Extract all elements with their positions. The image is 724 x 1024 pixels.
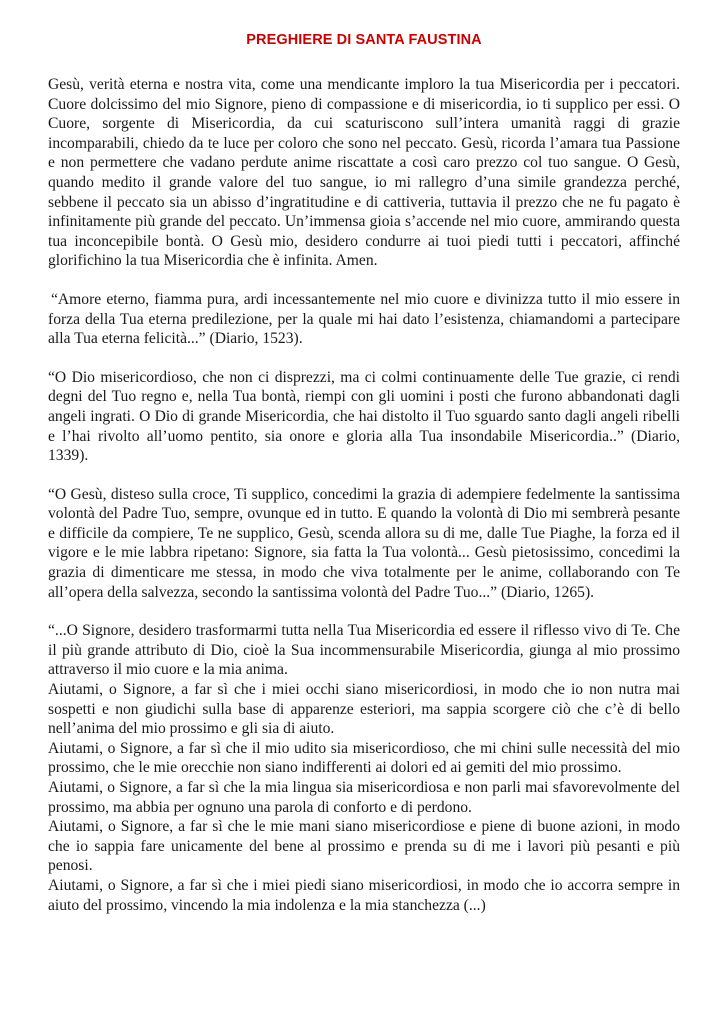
prayer-final-intro: “...O Signore, desidero trasformarmi tutta nella Tua Misericordia ed essere il riflesso vivo di Te. Che il più grande attributo di Dio, cioè la Sua incommensurabile Misericordia, giunga al mio prossimo attraverso il mio cuore e la mia anima.: [48, 622, 680, 679]
prayer-paragraph-1: Gesù, verità eterna e nostra vita, come una mendicante imploro la tua Misericordia per i peccatori. Cuore dolcissimo del mio Signore, pieno di compassione e di misericordia, io ti supplico per essi. O Cuore, sorgente di Misericordia, da cui scaturiscono sull’intera umanità raggi di grazie incomparabili, chiedo da te luce per coloro che sono nel peccato. Gesù, ricorda l’amara tua Passione e non permettere che vadano perdute anime riscattate a così caro prezzo col tuo sangue. O Gesù, quando medito il grande valore del tuo sangue, io mi rallegro d’una simile grandezza perché, sebbene il peccato sia un abisso d’ingratitudine e di cattiveria, tuttavia il prezzo che ne fu pagato è infinitamente più grande del peccato. Un’immensa gioia s’accende nel mio cuore, ammirando questa tua inconcepibile bontà. O Gesù mio, desidero condurre ai tuoi piedi tutti i peccatori, affinché glorifichino la tua Misericordia che è infinita. Amen.: [48, 76, 680, 270]
prayer-paragraph-4: “O Gesù, disteso sulla croce, Ti supplico, concedimi la grazia di adempiere fedelmente la santissima volontà del Padre Tuo, sempre, ovunque ed in tutto. E quando la volontà di Dio mi sembrerà pesante e difficile da compiere, Te ne supplico, Gesù, scenda allora su di me, dalle Tue Piaghe, la forza ed il vigore e le mie labbra ripetano: Signore, sia fatta la Tua volontà... Gesù pietosissimo, concedimi la grazia di dimenticare me stessa, in modo che viva totalmente per le anime, collaborando con Te all’opera della salvezza, secondo la santissima volontà del Padre Tuo...” (Diario, 1265).: [48, 485, 680, 601]
prayer-paragraph-3: “O Dio misericordioso, che non ci disprezzi, ma ci colmi continuamente delle Tue grazie, ci rendi degni del Tuo regno e, nella Tua bontà, riempi con gli uomini i posti che furono abbandonati dagli angeli ingrati. O Dio di grande Misericordia, che hai distolto il Tuo sguardo santo dagli angeli ribelli e l’hai rivolto all’uomo pentito, sia onore e gloria alla Tua insondabile Misericordia..” (Diario, 1339).: [48, 368, 680, 465]
prayer-final-hearing: Aiutami, o Signore, a far sì che il mio udito sia misericordioso, che mi chini sulle necessità del mio prossimo, che le mie orecchie non siano indifferenti ai dolori ed ai gemiti del mio prossimo.: [48, 739, 680, 777]
document-title: PREGHIERE DI SANTA FAUSTINA: [246, 32, 482, 48]
document-page: [48, 30, 680, 915]
prayer-paragraph-2: “Amore eterno, fiamma pura, ardi incessantemente nel mio cuore e divinizza tutto il mio essere in forza della Tua eterna predilezione, per la quale mi hai dato l’esistenza, chiamandomi a partecipare alla Tua eterna felicità...” (Diario, 1523).: [48, 290, 680, 348]
prayer-final-feet: Aiutami, o Signore, a far sì che i miei piedi siano misericordiosi, in modo che io accorra sempre in aiuto del prossimo, vincendo la mia indolenza e la mia stanchezza (...): [48, 876, 680, 914]
prayer-final-block: [48, 621, 680, 915]
prayer-final-hands: Aiutami, o Signore, a far sì che le mie mani siano misericordiose e piene di buone azioni, in modo che io sappia fare unicamente del bene al prossimo e prenda su di me i lavori più pesanti e più penosi.: [48, 818, 680, 875]
prayer-final-tongue: Aiutami, o Signore, a far sì che la mia lingua sia misericordiosa e non parli mai sfavorevolmente del prossimo, ma abbia per ognuno una parola di conforto e di perdono.: [48, 779, 680, 816]
prayer-final-eyes: Aiutami, o Signore, a far sì che i miei occhi siano misericordiosi, in modo che io non nutra mai sospetti e non giudichi sulla base di apparenze esteriori, ma sappia scorgere ciò che c’è di bello nell’anima del mio prossimo e gli sia di aiuto.: [48, 681, 680, 738]
